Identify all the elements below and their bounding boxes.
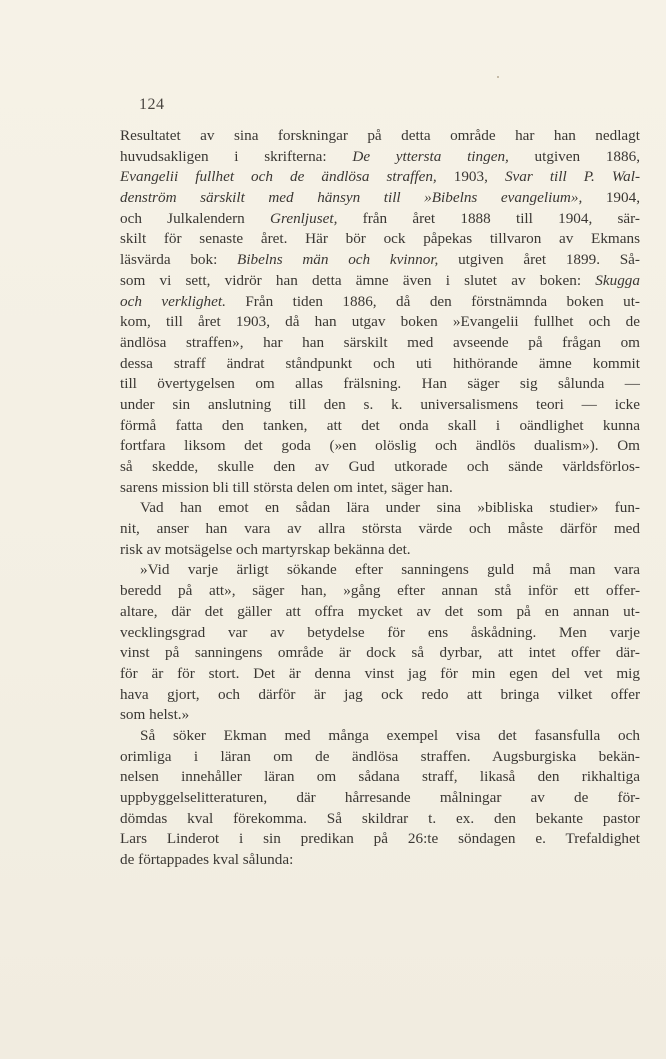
body-text bbox=[120, 126, 640, 871]
text-line bbox=[120, 829, 640, 850]
text-segment: så skedde, skulle den av Gud utkorade och sände världsförlos- bbox=[120, 458, 640, 475]
text-segment: orimliga i läran om de ändlösa straffen. Augsburgiska bekän- bbox=[120, 747, 640, 765]
text-line bbox=[120, 209, 640, 230]
text-line bbox=[120, 623, 640, 644]
text-segment: hava gjort, och därför är jag ock redo att bringa vilket offer bbox=[120, 685, 640, 703]
text-line bbox=[120, 271, 640, 292]
text-line bbox=[120, 705, 640, 726]
text-segment: risk av motsägelse och martyrskap bekänna det. bbox=[120, 540, 411, 558]
text-segment: kom, till året 1903, då han utgav boken »Evangelii fullhet och de bbox=[120, 313, 640, 331]
text-segment: vinst på sanningens område är dock så dyrbar, att intet offer där- bbox=[120, 644, 640, 662]
text-line bbox=[120, 850, 640, 871]
text-line bbox=[120, 250, 640, 271]
text-segment: Från tiden 1886, då den förstnämnda boken ut- bbox=[225, 292, 640, 310]
text-segment: huvudsakligen i skrifterna: bbox=[120, 147, 353, 165]
text-segment: från året 1888 till 1904, sär- bbox=[337, 209, 640, 227]
text-line bbox=[120, 147, 640, 168]
text-segment: under sin anslutning till den s. k. universalismens teori — icke bbox=[120, 395, 640, 413]
text-segment: förmå fatta den tanken, att det onda skall i oändlighet kunna bbox=[120, 416, 640, 434]
text-segment: ändlösa straffen», har han särskilt med avseende på frågan om bbox=[120, 333, 640, 351]
text-segment: utgiven 1886, bbox=[508, 147, 641, 165]
text-segment: som vi sett, vidrör han detta ämne även i slutet av boken: bbox=[120, 271, 596, 289]
text-segment: utgiven året 1899. Så- bbox=[438, 251, 640, 269]
text-segment: Lars Linderot i sin predikan på 26:te söndagen e. Trefaldighet bbox=[120, 830, 640, 848]
text-segment: nelsen innehåller läran om sådana straff, likaså den rikhaltiga bbox=[120, 768, 640, 786]
text-line bbox=[120, 457, 640, 478]
text-line bbox=[120, 726, 640, 747]
text-line bbox=[120, 581, 640, 602]
text-segment: och Julkalendern bbox=[120, 209, 271, 227]
text-segment: till övertygelsen om allas frälsning. Han säger sig sålunda — bbox=[120, 375, 640, 393]
italic-title-text: Svar till P. Wal- bbox=[504, 168, 640, 186]
italic-title-text: Skugga bbox=[595, 271, 640, 289]
text-line bbox=[120, 809, 640, 830]
text-segment: Vad han emot en sådan lära under sina »bibliska studier» fun- bbox=[140, 499, 640, 517]
text-line bbox=[120, 395, 640, 416]
text-line bbox=[120, 664, 640, 685]
italic-title-text: Evangelii fullhet och de ändlösa straffen, bbox=[120, 168, 437, 186]
italic-title-text: Grenljuset, bbox=[270, 209, 338, 227]
text-line bbox=[120, 498, 640, 519]
text-segment: altare, där det gäller att offra mycket av det som på en annan ut- bbox=[120, 602, 640, 620]
italic-title-text: och verklighet. bbox=[120, 292, 226, 310]
text-line bbox=[120, 540, 640, 561]
text-segment: »Vid varje ärligt sökande efter sanningens guld må man vara bbox=[140, 561, 640, 579]
text-segment: för är för stort. Det är denna vinst jag för min egen del vet mig bbox=[120, 664, 640, 682]
italic-title-text: Bibelns män och kvinnor, bbox=[237, 251, 439, 269]
italic-title-text: De yttersta tingen, bbox=[352, 147, 509, 165]
text-line bbox=[120, 478, 640, 499]
text-segment: 1903, bbox=[436, 168, 505, 186]
text-segment: dessa straff ändrat ståndpunkt och uti hithörande ämne kommit bbox=[120, 354, 640, 372]
text-segment: dömdas kval förekomma. Så skildrar t. ex. den bekante pastor bbox=[120, 809, 640, 827]
text-line bbox=[120, 374, 640, 395]
text-segment: 1904, bbox=[582, 189, 640, 207]
text-segment: de förtappades kval sålunda: bbox=[120, 851, 294, 869]
text-segment: beredd på att», säger han, »gång efter annan stå inför ett offer- bbox=[120, 582, 640, 600]
text-line bbox=[120, 333, 640, 354]
text-line bbox=[120, 188, 640, 209]
text-line bbox=[120, 167, 640, 188]
text-segment: vecklingsgrad var av betydelse för ens åskådning. Men varje bbox=[120, 623, 640, 641]
text-line bbox=[120, 292, 640, 313]
text-segment: skilt för senaste året. Här bör ock påpekas tillvaron av Ekmans bbox=[120, 230, 640, 248]
text-line bbox=[120, 560, 640, 581]
text-line bbox=[120, 229, 640, 250]
text-segment: Resultatet av sina forskningar på detta område har han nedlagt bbox=[120, 127, 640, 144]
text-line bbox=[120, 436, 640, 457]
text-line bbox=[120, 126, 640, 147]
text-segment: fortfara liksom det goda (»en olöslig och ändlös dualism»). Om bbox=[120, 437, 640, 455]
text-line bbox=[120, 767, 640, 788]
text-line bbox=[120, 788, 640, 809]
page-number: 124 bbox=[139, 96, 165, 113]
italic-title-text: denström särskilt med hänsyn till »Bibelns evangelium», bbox=[120, 189, 583, 207]
text-segment: som helst.» bbox=[120, 706, 190, 724]
text-line bbox=[120, 312, 640, 333]
paper-speck bbox=[497, 76, 499, 78]
text-line bbox=[120, 602, 640, 623]
text-line bbox=[120, 685, 640, 706]
text-segment: läsvärda bok: bbox=[120, 251, 238, 269]
text-segment: uppbyggelselitteraturen, där hårresande målningar av de för- bbox=[120, 789, 640, 806]
text-line bbox=[120, 643, 640, 664]
text-line bbox=[120, 354, 640, 375]
text-segment: nit, anser han vara av allra största värde och måste därför med bbox=[120, 520, 640, 538]
text-segment: Så söker Ekman med många exempel visa det fasansfulla och bbox=[140, 726, 640, 744]
text-line bbox=[120, 519, 640, 540]
text-segment: sarens mission bli till största delen om intet, säger han. bbox=[120, 478, 453, 496]
text-line bbox=[120, 416, 640, 437]
text-line bbox=[120, 747, 640, 768]
